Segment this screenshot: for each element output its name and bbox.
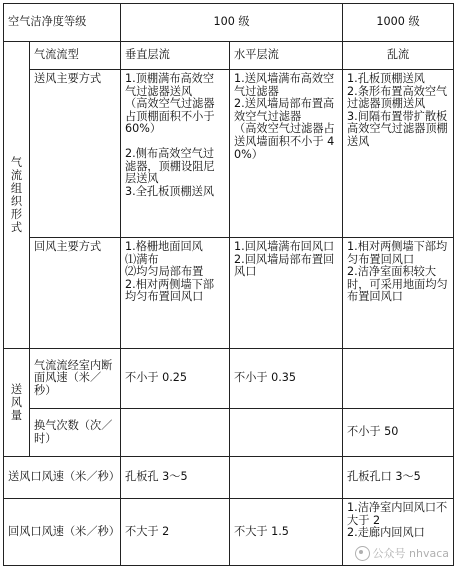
supply-outlet-label: 送风口风速（米／秒） — [4, 457, 121, 499]
return-horizontal-line: 1.回风墙满布回风口 — [234, 240, 335, 253]
table-row-supply-method — [4, 70, 454, 238]
return-vertical-line: 1.格栅地面回风 — [125, 240, 203, 253]
table-row-return-method — [4, 238, 454, 349]
supply-vertical-cell — [121, 70, 230, 238]
return-vertical-line: 2.相对两侧墙下部均匀布置回风口 — [125, 277, 215, 304]
header-class-1000: 1000 级 — [343, 4, 454, 42]
wechat-icon — [355, 546, 370, 561]
return-outlet-horizontal: 不大于 1.5 — [230, 499, 343, 566]
supply-method-label: 送风主要方式 — [30, 70, 121, 238]
supply-horizontal-cell — [230, 70, 343, 238]
return-method-label: 回风主要方式 — [30, 238, 121, 349]
header-class-100: 100 级 — [121, 4, 343, 42]
table-row-section-velocity — [4, 349, 454, 409]
return-vertical-line: ⑵均匀局部布置 — [125, 265, 204, 279]
table-row-header — [4, 4, 454, 42]
airflow-horizontal: 水平层流 — [230, 42, 343, 70]
table-row-airflow-type — [4, 42, 454, 70]
supply-vertical-line: 3.全孔板顶棚送风 — [125, 184, 215, 198]
return-outlet-turbulent-line: 1.洁净室内回风口不大于 2 — [347, 501, 448, 527]
return-outlet-turbulent-line: 2.走廊内回风口 — [347, 526, 425, 540]
return-horizontal-line: 2.回风墙局部布置回风口 — [234, 252, 335, 279]
supply-vertical-line: 2.侧布高效空气过滤器，顶棚设阻尼层送风 — [125, 146, 215, 186]
section-velocity-label: 气流流经室内断面风速（米／秒） — [30, 349, 121, 409]
header-cleanliness-grade: 空气洁净度等级 — [4, 4, 121, 42]
section-velocity-turbulent — [343, 349, 454, 409]
supply-outlet-turbulent: 孔板孔口 3～5 — [343, 457, 454, 499]
watermark — [355, 545, 449, 561]
supply-turbulent-line: 2.条形布置高效空气过滤器顶棚送风 — [347, 84, 448, 111]
air-changes-label: 换气次数（次／时） — [30, 409, 121, 457]
return-turbulent-cell — [343, 238, 454, 349]
supply-vertical-line: （高效空气过滤器占顶棚面积不小于 60%） — [125, 97, 215, 136]
section-velocity-horizontal: 不小于 0.35 — [230, 349, 343, 409]
supply-volume-group-label: 送风量 — [4, 349, 30, 457]
table-row-air-changes — [4, 409, 454, 457]
supply-horizontal-line: 1.送风墙满布高效空气过滤器 — [234, 72, 335, 98]
supply-turbulent-line: 3.间隔布置带扩散板高效空气过滤器顶棚送风 — [347, 109, 448, 148]
air-changes-horizontal — [230, 409, 343, 457]
air-changes-vertical — [121, 409, 230, 457]
airflow-group-label: 气流组织形式 — [4, 42, 30, 349]
airflow-turbulent: 乱流 — [343, 42, 454, 70]
return-turbulent-line: 1.相对两侧墙下部均匀布置回风口 — [347, 240, 448, 266]
return-vertical-line: ⑴满布 — [125, 252, 159, 266]
return-vertical-cell — [121, 238, 230, 349]
supply-turbulent-cell — [343, 70, 454, 238]
return-outlet-vertical: 不大于 2 — [121, 499, 230, 566]
return-horizontal-cell — [230, 238, 343, 349]
supply-outlet-horizontal — [230, 457, 343, 499]
section-velocity-vertical: 不小于 0.25 — [121, 349, 230, 409]
airflow-vertical: 垂直层流 — [121, 42, 230, 70]
supply-horizontal-line: 2.送风墙局部布置高效空气过滤器 — [234, 97, 335, 123]
supply-horizontal-line: （高效空气过滤器占送风墙面积不小于 40%） — [234, 122, 335, 161]
return-outlet-label: 回风口风速（米／秒） — [4, 499, 121, 566]
return-turbulent-line: 2.洁净室面积较大时，可采用地面均匀布置回风口 — [347, 265, 448, 304]
air-changes-turbulent: 不小于 50 — [343, 409, 454, 457]
supply-outlet-vertical: 孔板孔 3～5 — [121, 457, 230, 499]
cleanroom-spec-table — [3, 3, 454, 566]
watermark-text: 公众号 nhvaca — [372, 547, 449, 560]
supply-turbulent-line: 1.孔板顶棚送风 — [347, 72, 425, 85]
airflow-type-label: 气流流型 — [30, 42, 121, 70]
table-row-supply-outlet — [4, 457, 454, 499]
supply-vertical-line: 1.顶棚满布高效空气过滤器送风 — [125, 72, 215, 98]
